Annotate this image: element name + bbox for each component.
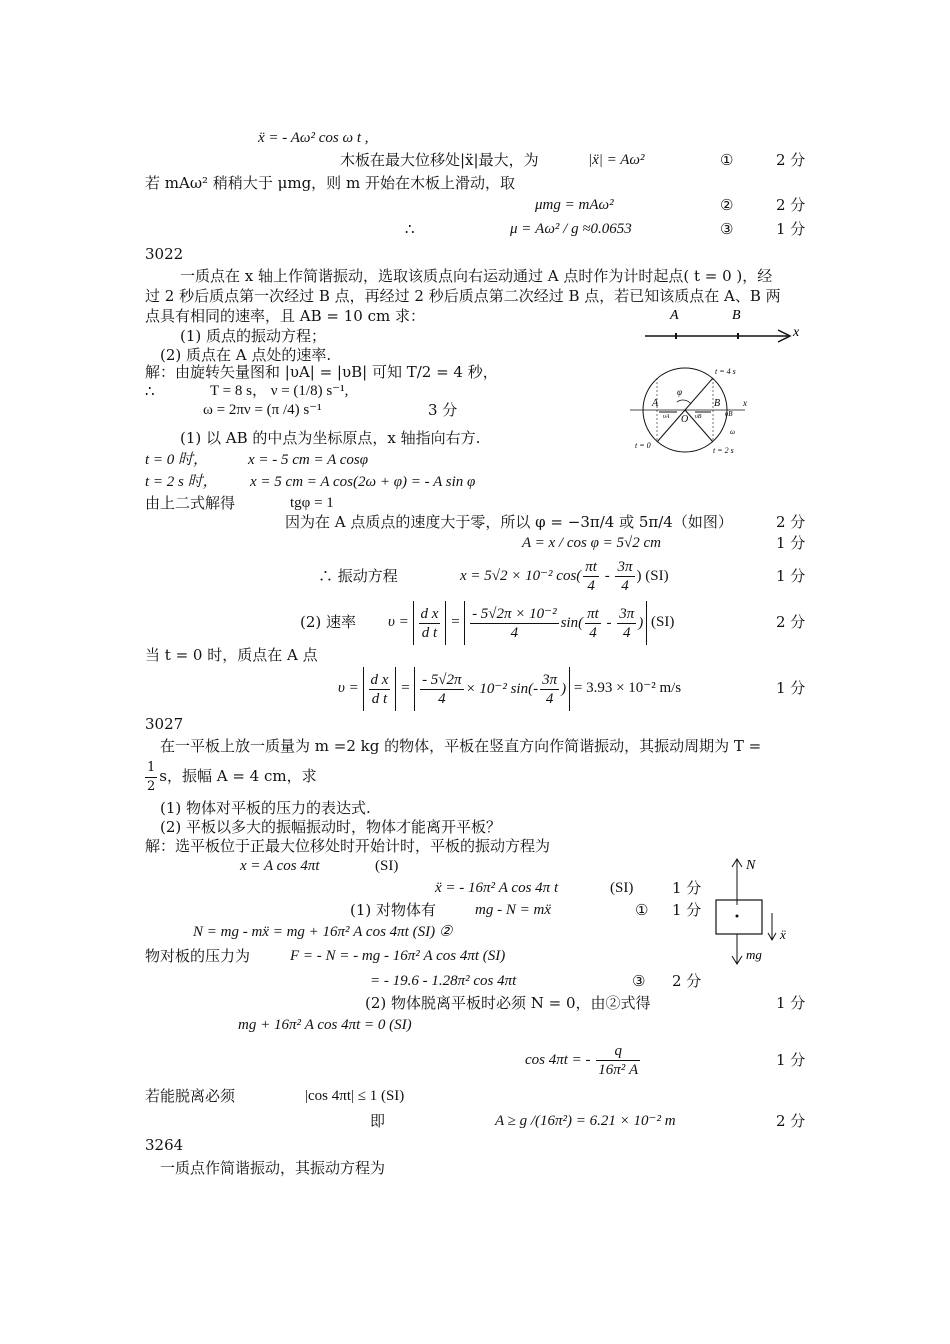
- problem-stem-line: 点具有相同的速率，且 AB = 10 cm 求：: [145, 307, 425, 325]
- solution-label: 若能脱离必须: [145, 1087, 236, 1105]
- solution-equation: x = 5 cm = A cos(2ω + φ) = - A sin φ: [250, 474, 476, 490]
- score: 1 分: [776, 220, 806, 238]
- solution-line: (2) 物体脱离平板时必须 N = 0，由②式得: [365, 994, 651, 1012]
- fraction: [585, 605, 601, 642]
- label-a: A: [652, 398, 659, 409]
- therefore-symbol: ∴: [405, 220, 415, 238]
- equation-part: =: [396, 680, 415, 696]
- abs-value: [414, 667, 570, 711]
- solution-line: ω = 2πν = (π /4) s⁻¹: [203, 402, 322, 418]
- equation-part: ) (SI): [636, 568, 669, 584]
- solution-equation: N = mg - mẍ = mg + 16π² A cos 4πt (SI) ②: [193, 924, 453, 940]
- score: 2 分: [776, 151, 806, 169]
- label-vb: υB: [695, 414, 702, 420]
- axis-diagram: [640, 305, 810, 350]
- equation-part: = 3.93 × 10⁻² m/s: [573, 680, 682, 696]
- solution-equation: ẍ = - 16π² A cos 4π t: [435, 880, 559, 896]
- question-item: (2) 平板以多大的振幅振动时，物体才能离开平板？: [160, 818, 502, 836]
- fraction-denominator: 4: [587, 578, 595, 595]
- center-dot: [736, 915, 739, 918]
- equation-part: ): [561, 680, 567, 697]
- eq-number: ③: [720, 220, 734, 238]
- fraction-numerator: 3π: [542, 671, 558, 688]
- solution-equation: = - 19.6 - 1.28π² cos 4πt: [370, 973, 517, 989]
- solution-equation: tgφ = 1: [290, 495, 334, 511]
- solution-line: T = 8 s， ν = (1/8) s⁻¹,: [210, 383, 349, 399]
- score: 1 分: [672, 879, 702, 897]
- block: [716, 900, 762, 934]
- problem-stem-line: 一质点在 x 轴上作简谐振动，选取该质点向右运动通过 A 点时作为计时起点( t = 0 )，经: [180, 267, 773, 285]
- solution-label: t = 2 s 时，: [145, 474, 218, 490]
- problem-stem-line: 在一平板上放一质量为 m =2 kg 的物体，平板在竖直方向作简谐振动，其振动周期为 T =: [160, 737, 762, 755]
- fraction-numerator: - 5√2π × 10⁻²: [472, 605, 557, 622]
- axis-label-x: x: [793, 325, 800, 340]
- solution-line: 当 t = 0 时，质点在 A 点: [145, 646, 318, 664]
- score: 1 分: [776, 534, 806, 552]
- axis-label-b: B: [732, 308, 741, 323]
- abs-value: [413, 601, 447, 645]
- equation-part: cos 4πt = -: [525, 1052, 591, 1068]
- fraction-numerator: 3π: [619, 605, 635, 622]
- score: 2 分: [776, 1112, 806, 1130]
- cos-equation: [525, 1038, 642, 1082]
- abs-value: [363, 667, 397, 711]
- fraction: [145, 759, 157, 796]
- label-n: N: [746, 858, 756, 873]
- solution-label: (2) 速率: [300, 613, 357, 631]
- solution-label: t = 0 时，: [145, 452, 209, 468]
- equation-part: υ =: [338, 680, 359, 696]
- vibration-equation: [460, 556, 669, 596]
- score: 1 分: [776, 679, 806, 697]
- solution-line: 解：选平板位于正最大位移处时开始计时，平板的振动方程为: [145, 837, 551, 855]
- solution-line: (1) 以 AB 的中点为坐标原点，x 轴指向右方.: [180, 429, 481, 447]
- solution-equation: F = - N = - mg - 16π² A cos 4πt (SI): [290, 948, 506, 964]
- fraction: [583, 558, 599, 595]
- label-b: B: [714, 398, 721, 409]
- fraction: [617, 605, 636, 642]
- si-unit: (SI): [375, 858, 399, 874]
- rotating-vector-diagram: [625, 360, 765, 460]
- eq-friction: μmg = mAω²: [535, 197, 614, 213]
- fraction-numerator: 1: [145, 759, 157, 778]
- equation-part: =: [446, 614, 465, 630]
- solution-equation: A ≥ g /(16π²) = 6.21 × 10⁻² m: [495, 1113, 676, 1129]
- label-mg: mg: [746, 947, 762, 962]
- label-omega: ω: [730, 428, 735, 436]
- fraction-denominator: d t: [421, 624, 438, 641]
- fraction-numerator: πt: [585, 559, 597, 576]
- fraction-denominator: 4: [438, 690, 446, 707]
- fraction-numerator: q: [596, 1042, 640, 1061]
- problem-id: 3022: [145, 245, 184, 263]
- question-item: (1) 质点的振动方程；: [180, 327, 327, 345]
- solution-equation: x = - 5 cm = A cosφ: [248, 452, 369, 468]
- solution-label: 物对板的压力为: [145, 947, 251, 965]
- equation-part: υ =: [388, 614, 409, 630]
- solution-equation: mg - N = mẍ: [475, 902, 551, 918]
- fraction-numerator: d x: [420, 605, 439, 622]
- slide-condition-text: 若 mAω² 稍稍大于 μmg，则 m 开始在木板上滑动，取: [145, 174, 515, 192]
- fraction: [420, 671, 464, 708]
- label-t0: t = 0: [635, 441, 651, 450]
- label-x: x: [743, 398, 747, 408]
- solution-line: 解：由旋转矢量图和 |υA| = |υB| 可知 T/2 = 4 秒，: [145, 363, 498, 381]
- label-va: υA: [663, 414, 670, 420]
- score: 1 分: [776, 1051, 806, 1069]
- solution-label: 即: [370, 1112, 386, 1130]
- solution-equation: |cos 4πt| ≤ 1 (SI): [305, 1088, 405, 1104]
- solution-label: (1) 对物体有: [350, 901, 437, 919]
- max-displacement-formula: |ẍ| = Aω²: [588, 152, 645, 168]
- equation-part: -: [602, 614, 616, 631]
- axis-label-a: A: [670, 308, 679, 323]
- velocity-value-equation: [338, 666, 681, 711]
- fraction-numerator: 3π: [617, 559, 633, 576]
- solution-label: 由上二式解得: [145, 494, 236, 512]
- fraction: [369, 671, 391, 708]
- solution-equation: x = A cos 4πt: [240, 858, 320, 874]
- fraction: [615, 558, 634, 595]
- equation-part: ): [638, 614, 644, 631]
- label-t4: t = 4 s: [715, 367, 736, 376]
- fraction-numerator: πt: [587, 605, 599, 622]
- si-unit: (SI): [610, 880, 634, 896]
- problem-stem-line: [143, 756, 317, 796]
- abs-value: [464, 601, 647, 645]
- problem-id: 3027: [145, 715, 184, 733]
- eq-number: ③: [632, 972, 646, 990]
- fraction-denominator: 2: [147, 778, 156, 794]
- score: 3 分: [428, 401, 458, 419]
- equation-part: sin(: [560, 614, 584, 631]
- phi-arc: [677, 400, 691, 404]
- equation-part: (SI): [651, 614, 675, 630]
- fraction-denominator: 16π² A: [598, 1062, 639, 1079]
- eq-number: ①: [635, 901, 649, 919]
- score: 1 分: [776, 567, 806, 585]
- solution-line: 因为在 A 点质点的速度大于零，所以 φ = −3π/4 或 5π/4（如图）: [285, 513, 733, 531]
- score: 1 分: [776, 994, 806, 1012]
- fraction-denominator: 4: [545, 690, 554, 707]
- fraction: [596, 1042, 640, 1079]
- label-o: O: [681, 414, 689, 425]
- fraction-numerator: d x: [370, 671, 389, 688]
- problem-stem-line: 过 2 秒后质点第一次经过 B 点，再经过 2 秒后质点第二次经过 B 点，若已知该质点在 A、B 两: [145, 287, 781, 305]
- question-item: (1) 物体对平板的压力的表达式.: [160, 799, 371, 817]
- score: 2 分: [776, 613, 806, 631]
- fraction-denominator: 4: [510, 624, 519, 641]
- label-t2: t = 2 s: [713, 446, 734, 455]
- label-vb2: υB: [725, 410, 733, 418]
- solution-equation: mg + 16π² A cos 4πt = 0 (SI): [238, 1017, 412, 1033]
- score: 2 分: [776, 513, 806, 531]
- solution-label: ∴ 振动方程: [318, 567, 398, 585]
- max-displacement-text: 木板在最大位移处|ẍ|最大，为: [340, 151, 539, 169]
- solution-equation: A = x / cos φ = 5√2 cm: [522, 535, 661, 551]
- equation-part: × 10⁻² sin(-: [465, 680, 539, 697]
- velocity-equation: [388, 600, 674, 645]
- eq-number: ①: [720, 151, 734, 169]
- fraction: [540, 671, 559, 708]
- question-item: (2) 质点在 A 点处的速率.: [160, 346, 332, 364]
- equation-part: -: [600, 568, 614, 584]
- fraction-numerator: - 5√2π: [422, 671, 462, 688]
- block-force-diagram: [710, 855, 800, 967]
- equation-part: x = 5√2 × 10⁻² cos(: [460, 568, 582, 584]
- label-xddot: ẍ: [780, 927, 786, 942]
- fraction-denominator: d t: [371, 690, 388, 707]
- problem-stem-line: 一质点作简谐振动，其振动方程为: [160, 1159, 386, 1177]
- fraction-denominator: 4: [589, 624, 597, 641]
- stem-text: s，振幅 A = 4 cm，求: [159, 767, 317, 785]
- eq-mu-result: μ = Aω² / g ≈0.0653: [510, 221, 632, 237]
- eq-number: ②: [720, 196, 734, 214]
- label-phi: φ: [677, 387, 682, 397]
- problem-id: 3264: [145, 1136, 184, 1154]
- score: 2 分: [672, 972, 702, 990]
- therefore-symbol: ∴: [145, 382, 155, 400]
- fraction-denominator: 4: [623, 624, 631, 641]
- score: 1 分: [672, 901, 702, 919]
- fraction: [419, 605, 441, 642]
- fraction: [470, 605, 559, 642]
- b-vector-t4: [685, 378, 713, 410]
- score: 2 分: [776, 196, 806, 214]
- eq-acceleration: ẍ = - Aω² cos ω t ,: [258, 130, 369, 146]
- fraction-denominator: 4: [621, 578, 629, 595]
